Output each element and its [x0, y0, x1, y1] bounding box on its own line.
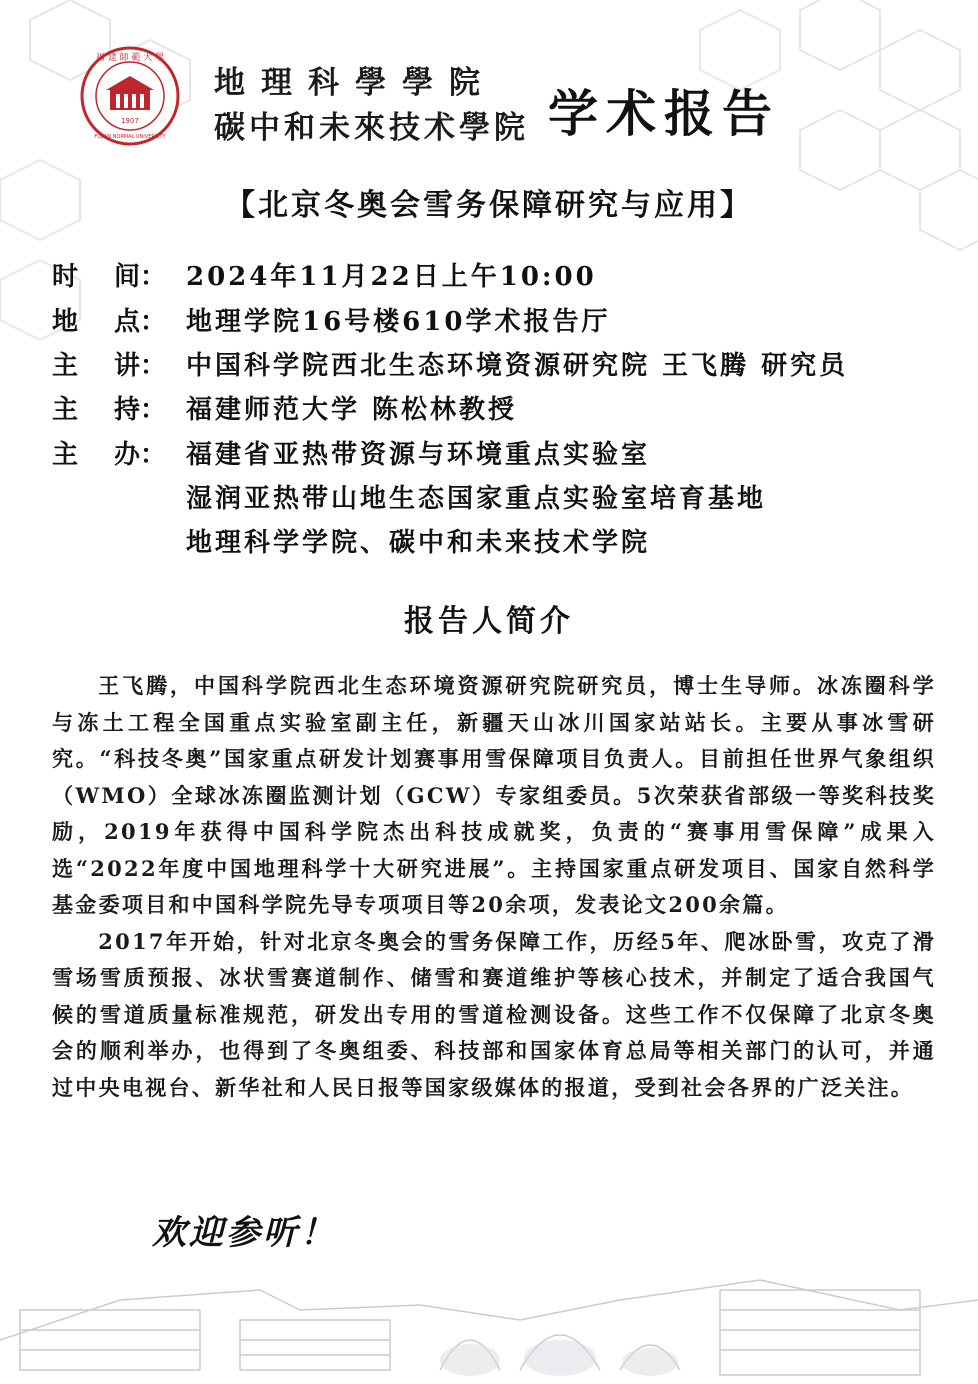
bio-paragraph: 2017年开始，针对北京冬奥会的雪务保障工作，历经5年、爬冰卧雪，攻克了滑雪场雪质预报、冰状雪赛道制作、储雪和赛道维护等核心技术，并制定了适合我国气候的雪道质量标准规范，研发出专用的雪道检测设备。这些工作不仅保障了北京冬奥会的顺利举办，也得到了冬奥组委、科技部和国家体育总局等相关部门的认可，并通过中央电视台、新华社和人民日报等国家级媒体的报道，受到社会各界的广泛关注。 [52, 928, 936, 1100]
bio-paragraph: 王飞腾，中国科学院西北生态环境资源研究院研究员，博士生导师。冰冻圈科学与冻土工程全国重点实验室副主任，新疆天山冰川国家站站长。主要从事冰雪研究。“科技冬奥”国家重点研发计划赛事用雪保障项目负责人。目前担任世界气象组织（WMO）全球冰冻圈监测计划（GCW）专家组委员。5次荣获省部级一等奖科技奖励，2019年获得中国科学院杰出科技成就奖，负责的“赛事用雪保障”成果入选“2022年度中国地理科学十大研究进展”。主持国家重点研发项目、国家自然科学基金委项目和中国科学院先导专项项目等20余项，发表论文200余篇。 [52, 673, 936, 917]
info-value-organizer: 福建省亚热带资源与环境重点实验室 [186, 440, 651, 470]
welcome-text: 欢迎参听！ [152, 1213, 337, 1253]
info-value-speaker: 中国科学院西北生态环境资源研究院 王飞腾 研究员 [186, 351, 849, 381]
speaker-bio-heading: 报告人简介 [404, 604, 574, 639]
logo-year: 1907 [121, 117, 139, 125]
info-value-host: 福建师范大学 陈松林教授 [186, 395, 518, 425]
info-value-time: 2024年11月22日上午10:00 [186, 262, 597, 292]
info-value-location: 地理学院16号楼610学术报告厅 [186, 307, 611, 337]
banner-academic-report: 学术报告 [548, 84, 780, 143]
university-logo [80, 46, 180, 146]
department-name-carbon-neutral: 碳中和未來技术學院 [214, 110, 529, 146]
speaker-bio [52, 668, 936, 1106]
logo-ring-text: 福 建 師 範 大 學 [95, 53, 165, 63]
logo-ring-text-en: FUJIAN NORMAL UNIVERSITY [94, 134, 166, 140]
info-value-organizer-3: 地理科学学院、碳中和未来技术学院 [186, 528, 651, 558]
report-title: 【北京冬奥会雪务保障研究与应用】 [225, 188, 753, 223]
department-name-geography: 地理科學學院 [214, 65, 496, 101]
info-value-organizer-2: 湿润亚热带山地生态国家重点实验室培育基地 [186, 484, 767, 514]
